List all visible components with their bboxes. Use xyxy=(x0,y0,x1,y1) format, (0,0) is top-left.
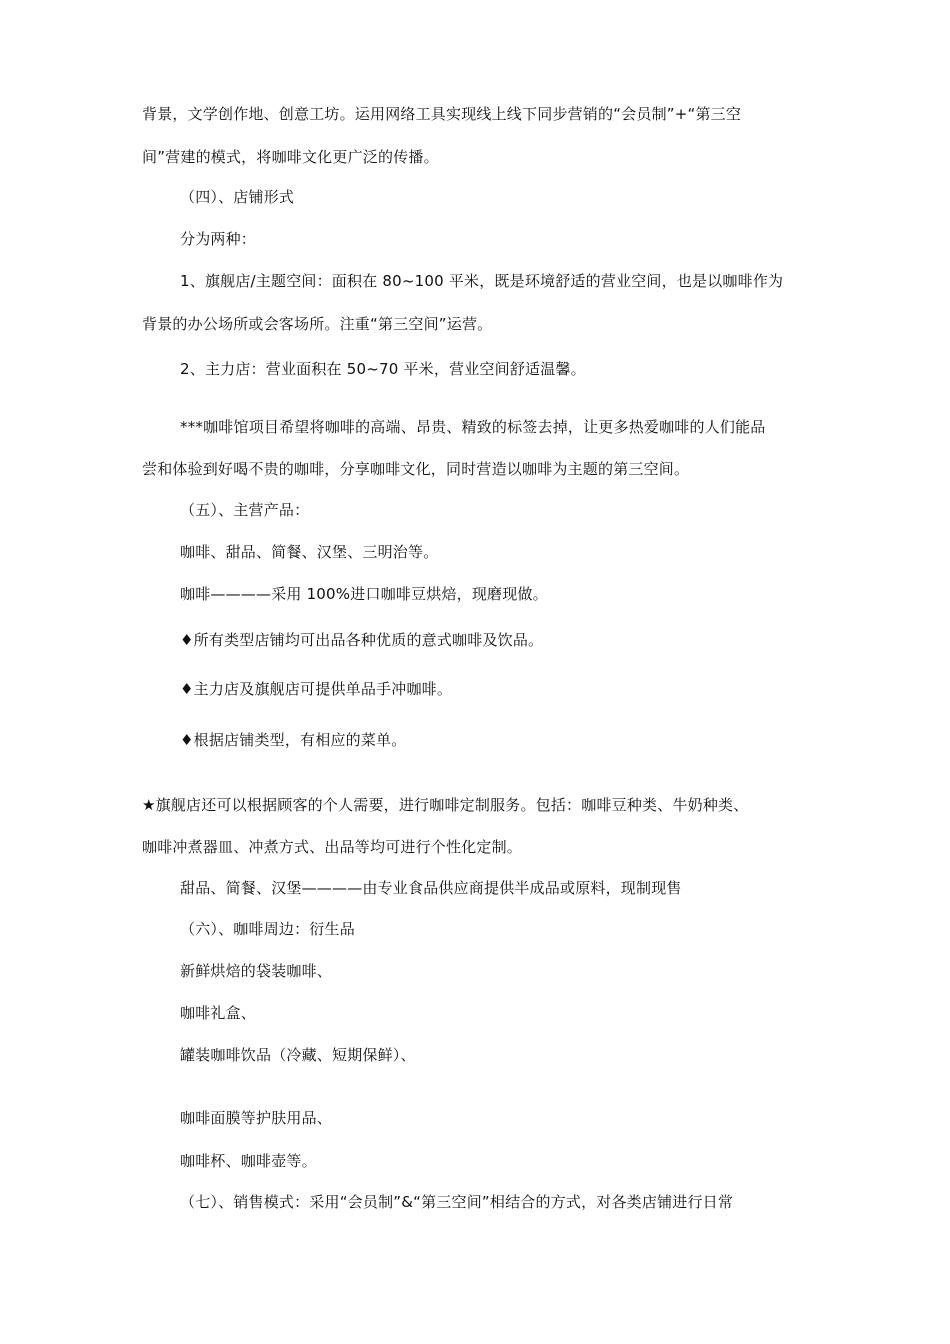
paragraph-line: 咖啡冲煮器皿、冲煮方式、出品等均可进行个性化定制。 xyxy=(142,838,523,856)
list-item: 2、主力店：营业面积在 50~70 平米，营业空间舒适温馨。 xyxy=(180,360,586,378)
paragraph-line: 背景的办公场所或会客场所。注重“第三空间”运营。 xyxy=(142,315,493,333)
section-heading: （六）、咖啡周边：衍生品 xyxy=(180,920,355,938)
list-item: 咖啡杯、咖啡壶等。 xyxy=(180,1152,317,1170)
bullet-item: ♦根据店铺类型，有相应的菜单。 xyxy=(180,731,407,749)
paragraph-line: 分为两种： xyxy=(180,230,257,248)
paragraph-line: 间”营建的模式，将咖啡文化更广泛的传播。 xyxy=(142,148,439,166)
list-item: 咖啡礼盒、 xyxy=(180,1004,257,1022)
paragraph-line: 咖啡、甜品、简餐、汉堡、三明治等。 xyxy=(180,543,439,561)
list-item: 新鲜烘焙的袋装咖啡、 xyxy=(180,962,333,980)
list-item: 1、旗舰店/主题空间：面积在 80~100 平米，既是环境舒适的营业空间，也是以咖啡作为 xyxy=(180,272,784,290)
list-item: 咖啡面膜等护肤用品、 xyxy=(180,1109,333,1127)
paragraph-line: 甜品、简餐、汉堡————由专业食品供应商提供半成品或原料，现制现售 xyxy=(180,879,682,897)
section-heading: （五）、主营产品： xyxy=(180,501,310,519)
paragraph-line: 尝和体验到好喝不贵的咖啡，分享咖啡文化，同时营造以咖啡为主题的第三空间。 xyxy=(142,460,690,478)
paragraph-line: ★旗舰店还可以根据顾客的个人需要，进行咖啡定制服务。包括：咖啡豆种类、牛奶种类、 xyxy=(142,796,749,814)
section-heading: （七）、销售模式：采用“会员制”&“第三空间”相结合的方式，对各类店铺进行日常 xyxy=(180,1193,734,1211)
bullet-item: ♦主力店及旗舰店可提供单品手冲咖啡。 xyxy=(180,680,453,698)
paragraph-line: 背景，文学创作地、创意工坊。运用网络工具实现线上线下同步营销的“会员制”+“第三空 xyxy=(142,105,742,123)
section-heading: （四）、店铺形式 xyxy=(180,188,295,206)
bullet-item: ♦所有类型店铺均可出品各种优质的意式咖啡及饮品。 xyxy=(180,631,544,649)
list-item: 罐装咖啡饮品（冷藏、短期保鲜）、 xyxy=(180,1046,416,1064)
paragraph-line: ***咖啡馆项目希望将咖啡的高端、昂贵、精致的标签去掉，让更多热爱咖啡的人们能品 xyxy=(180,418,766,436)
paragraph-line: 咖啡————采用 100%进口咖啡豆烘焙，现磨现做。 xyxy=(180,585,548,603)
